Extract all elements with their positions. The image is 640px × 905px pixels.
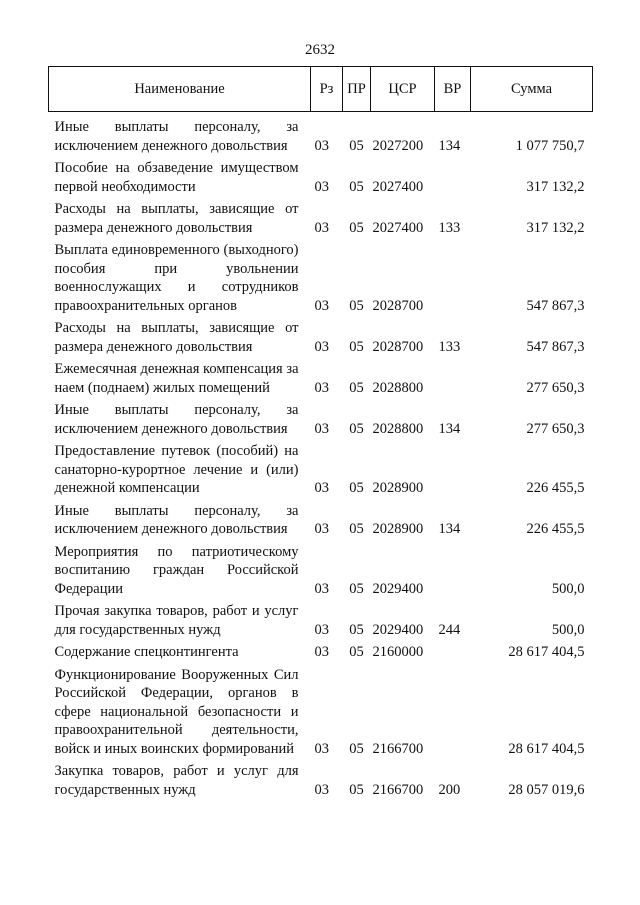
cell-pr: 05 [349,338,364,355]
cell-rz: 03 [314,480,329,496]
cell-rz: 03 [314,740,329,757]
cell-csr: 2029400 [372,580,424,597]
cell-vr [435,360,471,401]
cell-pr: 05 [349,178,364,195]
cell-csr: 2029400 [372,621,424,638]
cell-name: Расходы на выплаты, зависящие от размера денежного довольствия [54,201,299,236]
header-pr: ПР [343,67,371,112]
cell-rz: 03 [314,379,329,396]
cell-vr: 133 [438,219,461,236]
header-vr: ВР [435,67,471,112]
table-header-row [49,67,593,112]
page-number: 2632 [305,42,335,58]
cell-name: Мероприятия по патриотическому воспитанию граждан Российской Федерации [54,543,299,597]
table-row [49,319,593,360]
cell-rz: 03 [314,137,329,154]
cell-sum: 277 650,3 [526,420,585,437]
cell-pr: 05 [349,379,364,396]
cell-name: Ежемесячная денежная компенсация за наем (поднаем) жилых помещений [54,361,299,396]
cell-sum: 277 650,3 [526,379,585,396]
cell-csr: 2027400 [372,219,424,236]
table-row [49,360,593,401]
cell-csr: 2028700 [372,338,424,355]
table-row [49,643,593,666]
header-sum: Сумма [471,67,593,112]
cell-pr: 05 [349,781,364,798]
cell-name: Иные выплаты персоналу, за исключением денежного довольствия [54,502,299,537]
cell-csr: 2028800 [372,420,424,437]
table-row [49,442,593,502]
cell-rz: 03 [314,297,329,314]
cell-vr [435,666,471,763]
cell-pr: 05 [349,621,364,638]
cell-vr: 200 [438,781,461,798]
cell-sum: 28 057 019,6 [508,781,585,798]
cell-vr [435,643,471,666]
cell-rz: 03 [314,521,329,537]
cell-vr: 134 [438,420,461,437]
cell-csr: 2028700 [372,297,424,314]
cell-pr: 05 [349,297,364,314]
table-row [49,762,593,803]
cell-csr: 2160000 [372,644,424,660]
cell-sum: 547 867,3 [526,338,585,355]
cell-pr: 05 [349,644,364,660]
cell-vr [435,159,471,200]
header-rz: Рз [311,67,343,112]
cell-name: Функционирование Вооруженных Сил Российской Федерации, органов в сфере национальной безопасности и правоохранительной деятельности, войск и иных воинских формирований [54,666,299,757]
table-row [49,159,593,200]
cell-pr: 05 [349,420,364,437]
cell-name: Расходы на выплаты, зависящие от размера денежного довольствия [54,320,299,355]
cell-rz: 03 [314,219,329,236]
table-row [49,666,593,763]
cell-vr: 133 [438,338,461,355]
cell-rz: 03 [314,621,329,638]
cell-vr: 244 [438,621,461,638]
cell-rz: 03 [314,338,329,355]
table-row [49,200,593,241]
cell-csr: 2028900 [372,521,424,537]
cell-name: Прочая закупка товаров, работ и услуг для государственных нужд [54,603,299,638]
table-row [49,602,593,643]
table-row [49,401,593,442]
table-body [49,112,593,804]
cell-sum: 226 455,5 [526,480,585,496]
cell-vr [435,442,471,502]
cell-sum: 500,0 [551,580,585,597]
cell-sum: 547 867,3 [526,297,585,314]
cell-csr: 2028800 [372,379,424,396]
cell-csr: 2166700 [372,781,424,798]
cell-sum: 226 455,5 [526,521,585,537]
cell-rz: 03 [314,644,329,660]
cell-pr: 05 [349,480,364,496]
header-csr: ЦСР [371,67,435,112]
cell-name: Закупка товаров, работ и услуг для государственных нужд [54,763,299,798]
cell-csr: 2027200 [372,137,424,154]
cell-csr: 2166700 [372,740,424,757]
cell-sum: 1 077 750,7 [515,137,585,154]
cell-rz: 03 [314,781,329,798]
cell-name: Пособие на обзаведение имуществом первой необходимости [54,160,299,195]
cell-pr: 05 [349,219,364,236]
table-row [49,118,593,159]
cell-pr: 05 [349,740,364,757]
cell-sum: 317 132,2 [526,219,585,236]
budget-table [48,66,593,803]
cell-csr: 2027400 [372,178,424,195]
header-name: Наименование [49,67,311,112]
table-row [49,502,593,543]
table-row [49,241,593,319]
cell-pr: 05 [349,521,364,537]
cell-vr: 134 [438,137,461,154]
table-row [49,543,593,603]
cell-vr [435,241,471,319]
cell-sum: 317 132,2 [526,178,585,195]
cell-sum: 28 617 404,5 [508,740,585,757]
cell-name: Иные выплаты персоналу, за исключением денежного довольствия [54,119,299,154]
cell-rz: 03 [314,580,329,597]
cell-sum: 28 617 404,5 [508,644,585,660]
cell-name: Выплата единовременного (выходного) пособия при увольнении военнослужащих и сотрудников правоохранительных органов [54,242,299,314]
cell-rz: 03 [314,420,329,437]
cell-vr [435,543,471,603]
cell-sum: 500,0 [551,621,585,638]
cell-name: Иные выплаты персоналу, за исключением денежного довольствия [54,402,299,437]
cell-rz: 03 [314,178,329,195]
cell-pr: 05 [349,580,364,597]
cell-pr: 05 [349,137,364,154]
cell-name: Содержание спецконтингента [54,644,239,660]
cell-csr: 2028900 [372,480,424,496]
cell-vr: 134 [438,521,461,537]
cell-name: Предоставление путевок (пособий) на санаторно-курортное лечение и (или) денежной компенсации [54,443,299,496]
